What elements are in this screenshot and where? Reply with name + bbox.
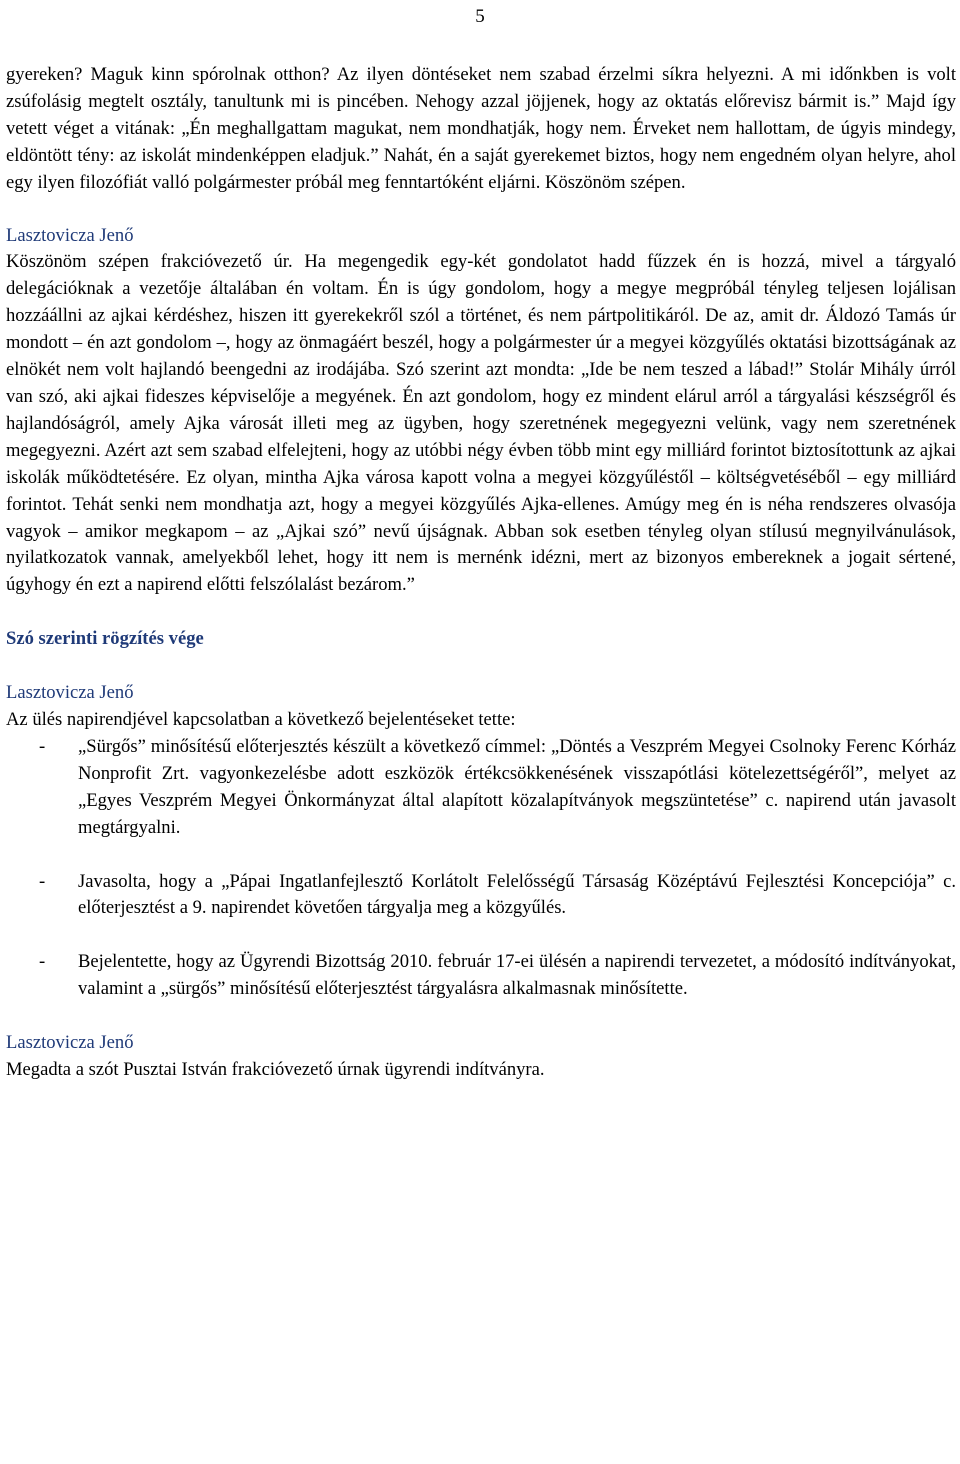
page-number: 5 xyxy=(475,6,485,27)
list-bullet: - xyxy=(39,951,46,973)
list-item xyxy=(6,869,956,923)
speaker-name: Lasztovicza Jenő xyxy=(6,224,134,246)
list-bullet: - xyxy=(39,735,46,757)
announcement-list xyxy=(6,734,956,1003)
announcement-intro: Az ülés napirendjével kapcsolatban a következő bejelentéseket tette: xyxy=(6,709,516,731)
speaker-name: Lasztovicza Jenő xyxy=(6,1032,134,1054)
speaker-name: Lasztovicza Jenő xyxy=(6,682,134,704)
section-heading: Szó szerinti rögzítés vége xyxy=(6,628,204,650)
list-item-text: Bejelentette, hogy az Ügyrendi Bizottság 2010. február 17-ei ülésén a napirendi tervezetet, a módosító indítványokat, valamint a „sürgős” minősítésű előterjesztést tárgyalásra alkalmasnak minősítette. xyxy=(78,951,956,1000)
paragraph-continuation: gyereken? Maguk kinn spórolnak otthon? Az ilyen döntéseket nem szabad érzelmi síkra helyezni. A mi időnkben is volt zsúfolásig megtelt osztály, tanultunk mi is pincében. Nehogy azzal jöjjenek, hogy az oktatás előrevisz bármit is.” Majd így vetett véget a vitának: „Én meghallgattam magukat, nem mondhatják, hogy nem. Érveket nem hallottam, de úgyis mindegy, eldöntött tény: az iskolát mindenképpen eladjuk.” Nahát, én a saját gyerekemet biztos, hogy nem engedném olyan helyre, ahol egy ilyen filozófiát valló polgármester próbál meg fenntartóként eljárni. Köszönöm szépen. xyxy=(6,64,956,193)
list-bullet: - xyxy=(39,870,46,892)
list-item-text: Javasolta, hogy a „Pápai Ingatlanfejlesztő Korlátolt Felelősségű Társaság Középtávú Fejlesztési Koncepciója” c. előterjesztést a 9. napirendet követően tárgyalja meg a közgyűlés. xyxy=(78,870,956,919)
list-item-text: „Sürgős” minősítésű előterjesztés készült a következő címmel: „Döntés a Veszprém Megyei Csolnoky Ferenc Kórház Nonprofit Zrt. vagyonkezelésbe adott eszközök értékcsökkenésének visszapótlási kötelezettségéről”, melyet az „Egyes Veszprém Megyei Önkormányzat által alapított közalapítványok megszüntetése” c. napirend után javasolt megtárgyalni. xyxy=(78,735,956,838)
list-item xyxy=(6,734,956,842)
document-body xyxy=(6,62,956,1084)
paragraph-closing: Megadta a szót Pusztai István frakcióvezető úrnak ügyrendi indítványra. xyxy=(6,1059,545,1081)
paragraph-speech: Köszönöm szépen frakcióvezető úr. Ha megengedik egy-két gondolatot hadd fűzzek én is hozzá, mivel a tárgyaló delegációknak a vezetője általában én voltam. Én is úgy gondolom, hogy a megye megpróbál tényleg teljesen lojálisan hozzáállni az ajkai kérdéshez, hiszen itt gyerekekről szól a történet, és nem pártpolitikáról. De az, amit dr. Áldozó Tamás úr mondott – én azt gondolom –, hogy az önmagáért beszél, hogy a polgármester úr a megyei közgyűlés oktatási bizottságának az elnökét nem volt hajlandó beengedni az irodájába. Szó szerint azt mondta: „Ide be nem teszed a lábad!” Stolár Mihály úrról van szó, aki ajkai fideszes képviselője a megyének. Én azt gondolom, hogy ez mindent elárul arról a tárgyalási készségről és hajlandóságról, amely Ajka városát illeti meg az ügyben, hogy szeretnének megegyezni velünk, vagy nem szeretnének megegyezni. Azért azt sem szabad elfelejteni, hogy az utóbbi négy évben több mint egy milliárd forintot biztosítottunk az ajkai iskolák működtetésére. Ez olyan, mintha Ajka városa kapott volna a megyei közgyűléstől – költségvetéséből – egy milliárd forintot. Tehát senki nem mondhatja azt, hogy a megyei közgyűlés Ajka-ellenes. Amúgy meg én is néha rendszeres olvasója vagyok – amikor megkapom – az „Ajkai szó” nevű újságnak. Abban sok esetben tényleg olyan stílusú megnyilvánulások, nyilatkozatok vannak, amelyekből lehet, hogy itt nem is mernénk idézni, mert az bizonyos embereknek a jogait sértené, úgyhogy én ezt a napirend előtti felszólalást bezárom.” xyxy=(6,251,956,596)
list-item xyxy=(6,949,956,1003)
